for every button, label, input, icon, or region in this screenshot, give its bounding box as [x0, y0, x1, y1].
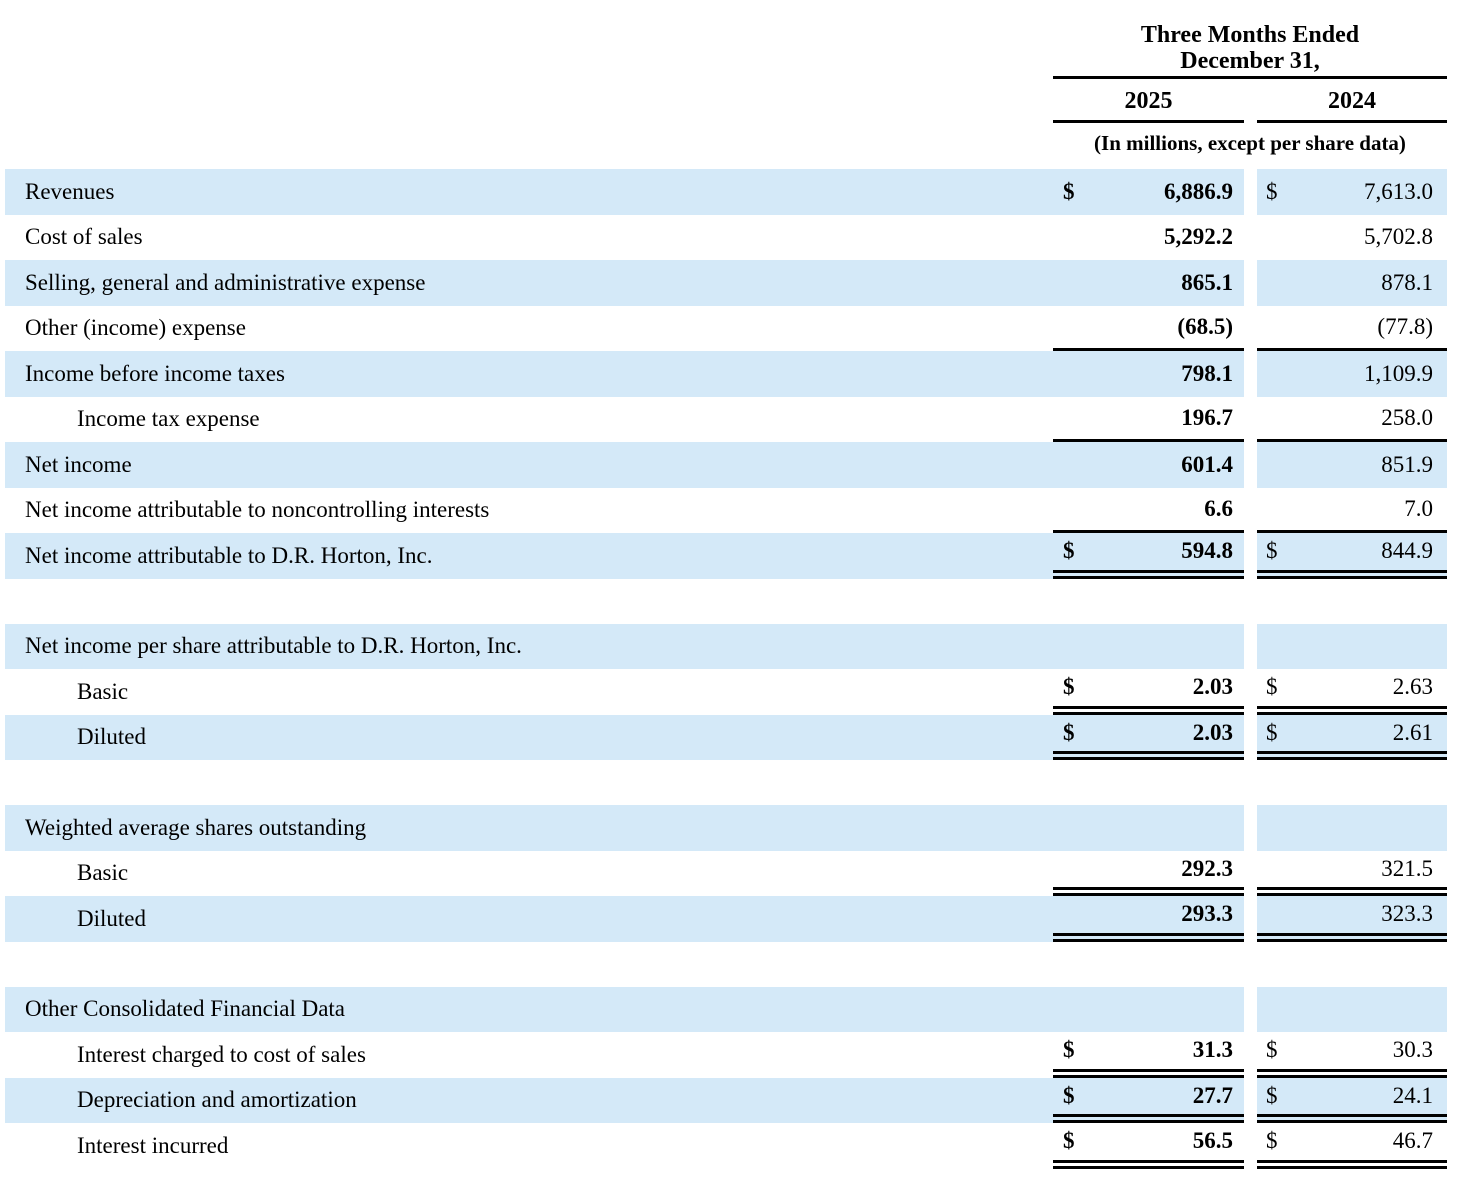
value-group-2024: [1257, 351, 1447, 397]
value-2025: 601.4: [1181, 451, 1233, 477]
row-right-margin: [1447, 851, 1478, 897]
table-row: [0, 533, 1478, 579]
row-right-margin: [1447, 624, 1478, 670]
value-group-2025: [1053, 987, 1244, 1033]
value-group-2025: [1053, 442, 1244, 488]
value-2025: 594.8: [1181, 538, 1233, 564]
value-2024: 24.1: [1392, 1082, 1433, 1108]
column-gap: [1244, 896, 1257, 942]
value-2024: 844.9: [1381, 538, 1433, 564]
value-group-2024: [1257, 260, 1447, 306]
row-right-margin: [1447, 215, 1478, 261]
value-group-2025: [1053, 1123, 1244, 1169]
row-label: Selling, general and administrative expense: [5, 260, 1053, 306]
value-group-2024: [1257, 715, 1447, 761]
currency-symbol-2024: $: [1266, 178, 1278, 204]
table-row: [0, 397, 1478, 443]
value-group-2025: [1053, 896, 1244, 942]
value-group-2025: [1053, 397, 1244, 443]
units-note: (In millions, except per share data): [1094, 131, 1406, 155]
value-group-2025: [1053, 851, 1244, 897]
currency-symbol-2025: $: [1063, 1082, 1075, 1108]
value-2025: 2.03: [1192, 674, 1233, 700]
period-line1: Three Months Ended: [1140, 22, 1360, 48]
value-group-2024: [1257, 1123, 1447, 1169]
currency-symbol-2025: $: [1063, 538, 1075, 564]
row-label: Cost of sales: [25, 224, 143, 250]
row-label: Diluted: [5, 896, 1053, 942]
table-row: [0, 215, 1478, 261]
column-gap: [1244, 805, 1257, 851]
row-right-margin: [1447, 1078, 1478, 1124]
row-right-margin: [1447, 260, 1478, 306]
period-line2: December 31,: [1180, 48, 1320, 74]
value-group-2024: [1257, 805, 1447, 851]
row-right-margin: [1447, 488, 1478, 534]
period-header: [1053, 22, 1447, 79]
column-gap: [1244, 215, 1257, 261]
row-right-margin: [1447, 987, 1478, 1033]
currency-symbol-2025: $: [1063, 674, 1075, 700]
value-2024: 258.0: [1381, 404, 1433, 430]
currency-symbol-2024: $: [1266, 538, 1278, 564]
row-right-margin: [1447, 397, 1478, 443]
currency-symbol-2025: $: [1063, 178, 1075, 204]
row-label: Diluted: [5, 715, 1053, 761]
value-2024: 7,613.0: [1364, 178, 1433, 204]
value-group-2025: [1053, 260, 1244, 306]
row-right-margin: [1447, 669, 1478, 715]
row-label: Net income: [5, 442, 1053, 488]
table-row: [0, 351, 1478, 397]
value-2024: 46.7: [1392, 1128, 1433, 1154]
column-header-2025: 2025: [1053, 79, 1244, 123]
header-left-spacer: [0, 22, 1053, 156]
table-body: [0, 169, 1478, 1169]
row-label: Basic: [77, 678, 129, 704]
row-right-margin: [1447, 169, 1478, 215]
value-2025: 5,292.2: [1164, 224, 1233, 250]
table-row: [0, 805, 1478, 851]
value-group-2024: [1257, 169, 1447, 215]
column-gap: [1244, 533, 1257, 579]
column-gap: [1244, 488, 1257, 534]
value-group-2025: [1053, 805, 1244, 851]
year-header-gap: [1244, 79, 1257, 123]
column-gap: [1244, 169, 1257, 215]
value-group-2024: [1257, 669, 1447, 715]
currency-symbol-2024: $: [1266, 1128, 1278, 1154]
value-group-2025: [1053, 215, 1244, 261]
value-group-2024: [1257, 488, 1447, 534]
row-label: Net income per share attributable to D.R. Horton, Inc.: [5, 624, 1053, 670]
value-group-2024: [1257, 851, 1447, 897]
value-2024: 321.5: [1381, 855, 1433, 881]
value-group-2024: [1257, 896, 1447, 942]
value-2025: 31.3: [1192, 1037, 1233, 1063]
value-2024: 323.3: [1381, 901, 1433, 927]
column-gap: [1244, 1078, 1257, 1124]
column-header-2024: 2024: [1257, 79, 1447, 123]
row-right-margin: [1447, 442, 1478, 488]
table-header: [0, 0, 1478, 156]
value-2025: 292.3: [1181, 855, 1233, 881]
table-row: [0, 260, 1478, 306]
value-group-2025: [1053, 1078, 1244, 1124]
value-2024: 30.3: [1392, 1037, 1433, 1063]
section-spacer: [0, 942, 1478, 987]
column-gap: [1244, 715, 1257, 761]
table-row: [0, 488, 1478, 534]
row-right-margin: [1447, 351, 1478, 397]
value-group-2024: [1257, 1032, 1447, 1078]
column-gap: [1244, 987, 1257, 1033]
row-label: Interest charged to cost of sales: [77, 1041, 366, 1067]
value-group-2025: [1053, 306, 1244, 352]
row-right-margin: [1447, 533, 1478, 579]
row-label: Basic: [77, 860, 129, 886]
column-gap: [1244, 669, 1257, 715]
value-group-2025: [1053, 169, 1244, 215]
value-group-2025: [1053, 351, 1244, 397]
value-2025: 865.1: [1181, 269, 1233, 295]
value-2025: 293.3: [1181, 901, 1233, 927]
column-gap: [1244, 351, 1257, 397]
table-row: [0, 442, 1478, 488]
value-group-2025: [1053, 488, 1244, 534]
table-row: [0, 624, 1478, 670]
value-group-2025: [1053, 533, 1244, 579]
currency-symbol-2024: $: [1266, 719, 1278, 745]
currency-symbol-2024: $: [1266, 1037, 1278, 1063]
table-row: [0, 306, 1478, 352]
column-gap: [1244, 306, 1257, 352]
table-row: [0, 169, 1478, 215]
currency-symbol-2025: $: [1063, 719, 1075, 745]
table-row: [0, 1078, 1478, 1124]
value-group-2024: [1257, 215, 1447, 261]
currency-symbol-2025: $: [1063, 1037, 1075, 1063]
row-right-margin: [1447, 1123, 1478, 1169]
value-2024: 851.9: [1381, 451, 1433, 477]
value-2025: 2.03: [1192, 719, 1233, 745]
section-spacer: [0, 579, 1478, 624]
table-row: [0, 1123, 1478, 1169]
value-group-2024: [1257, 987, 1447, 1033]
value-2025: 27.7: [1192, 1082, 1233, 1108]
value-2025: (68.5): [1177, 313, 1233, 339]
column-gap: [1244, 260, 1257, 306]
table-row: [0, 896, 1478, 942]
row-label: Interest incurred: [77, 1132, 229, 1158]
value-2025: 6.6: [1204, 495, 1233, 521]
row-label: Net income attributable to D.R. Horton, Inc.: [5, 533, 1053, 579]
value-2025: 56.5: [1192, 1128, 1233, 1154]
currency-symbol-2024: $: [1266, 1082, 1278, 1108]
value-2025: 6,886.9: [1164, 178, 1233, 204]
row-right-margin: [1447, 805, 1478, 851]
row-right-margin: [1447, 306, 1478, 352]
section-spacer: [0, 760, 1478, 805]
row-label: Depreciation and amortization: [5, 1078, 1053, 1124]
value-group-2024: [1257, 533, 1447, 579]
table-row: [0, 715, 1478, 761]
row-right-margin: [1447, 896, 1478, 942]
row-label: Income before income taxes: [5, 351, 1053, 397]
currency-symbol-2024: $: [1266, 674, 1278, 700]
value-group-2025: [1053, 624, 1244, 670]
table-row: [0, 851, 1478, 897]
row-label: Net income attributable to noncontrolling interests: [25, 497, 490, 523]
row-label: Weighted average shares outstanding: [5, 805, 1053, 851]
column-gap: [1244, 1032, 1257, 1078]
value-2024: 2.61: [1392, 719, 1433, 745]
value-group-2025: [1053, 669, 1244, 715]
value-2025: 798.1: [1181, 360, 1233, 386]
value-2025: 196.7: [1181, 404, 1233, 430]
column-gap: [1244, 1123, 1257, 1169]
value-group-2024: [1257, 1078, 1447, 1124]
value-group-2025: [1053, 715, 1244, 761]
row-label: Revenues: [5, 169, 1053, 215]
row-label: Other Consolidated Financial Data: [5, 987, 1053, 1033]
row-right-margin: [1447, 715, 1478, 761]
year-header-row: [1053, 79, 1447, 123]
value-2024: 878.1: [1381, 269, 1433, 295]
row-right-margin: [1447, 1032, 1478, 1078]
column-gap: [1244, 624, 1257, 670]
row-label: Income tax expense: [77, 406, 260, 432]
table-row: [0, 669, 1478, 715]
column-gap: [1244, 397, 1257, 443]
value-group-2025: [1053, 1032, 1244, 1078]
table-row: [0, 1032, 1478, 1078]
value-group-2024: [1257, 624, 1447, 670]
row-label: Other (income) expense: [25, 315, 246, 341]
value-2024: 5,702.8: [1364, 224, 1433, 250]
value-2024: 7.0: [1404, 495, 1433, 521]
value-2024: 1,109.9: [1364, 360, 1433, 386]
value-2024: (77.8): [1377, 313, 1433, 339]
value-group-2024: [1257, 442, 1447, 488]
header-block: [1053, 22, 1447, 156]
value-2024: 2.63: [1392, 674, 1433, 700]
currency-symbol-2025: $: [1063, 1128, 1075, 1154]
column-gap: [1244, 442, 1257, 488]
table-row: [0, 987, 1478, 1033]
column-gap: [1244, 851, 1257, 897]
value-group-2024: [1257, 397, 1447, 443]
value-group-2024: [1257, 306, 1447, 352]
